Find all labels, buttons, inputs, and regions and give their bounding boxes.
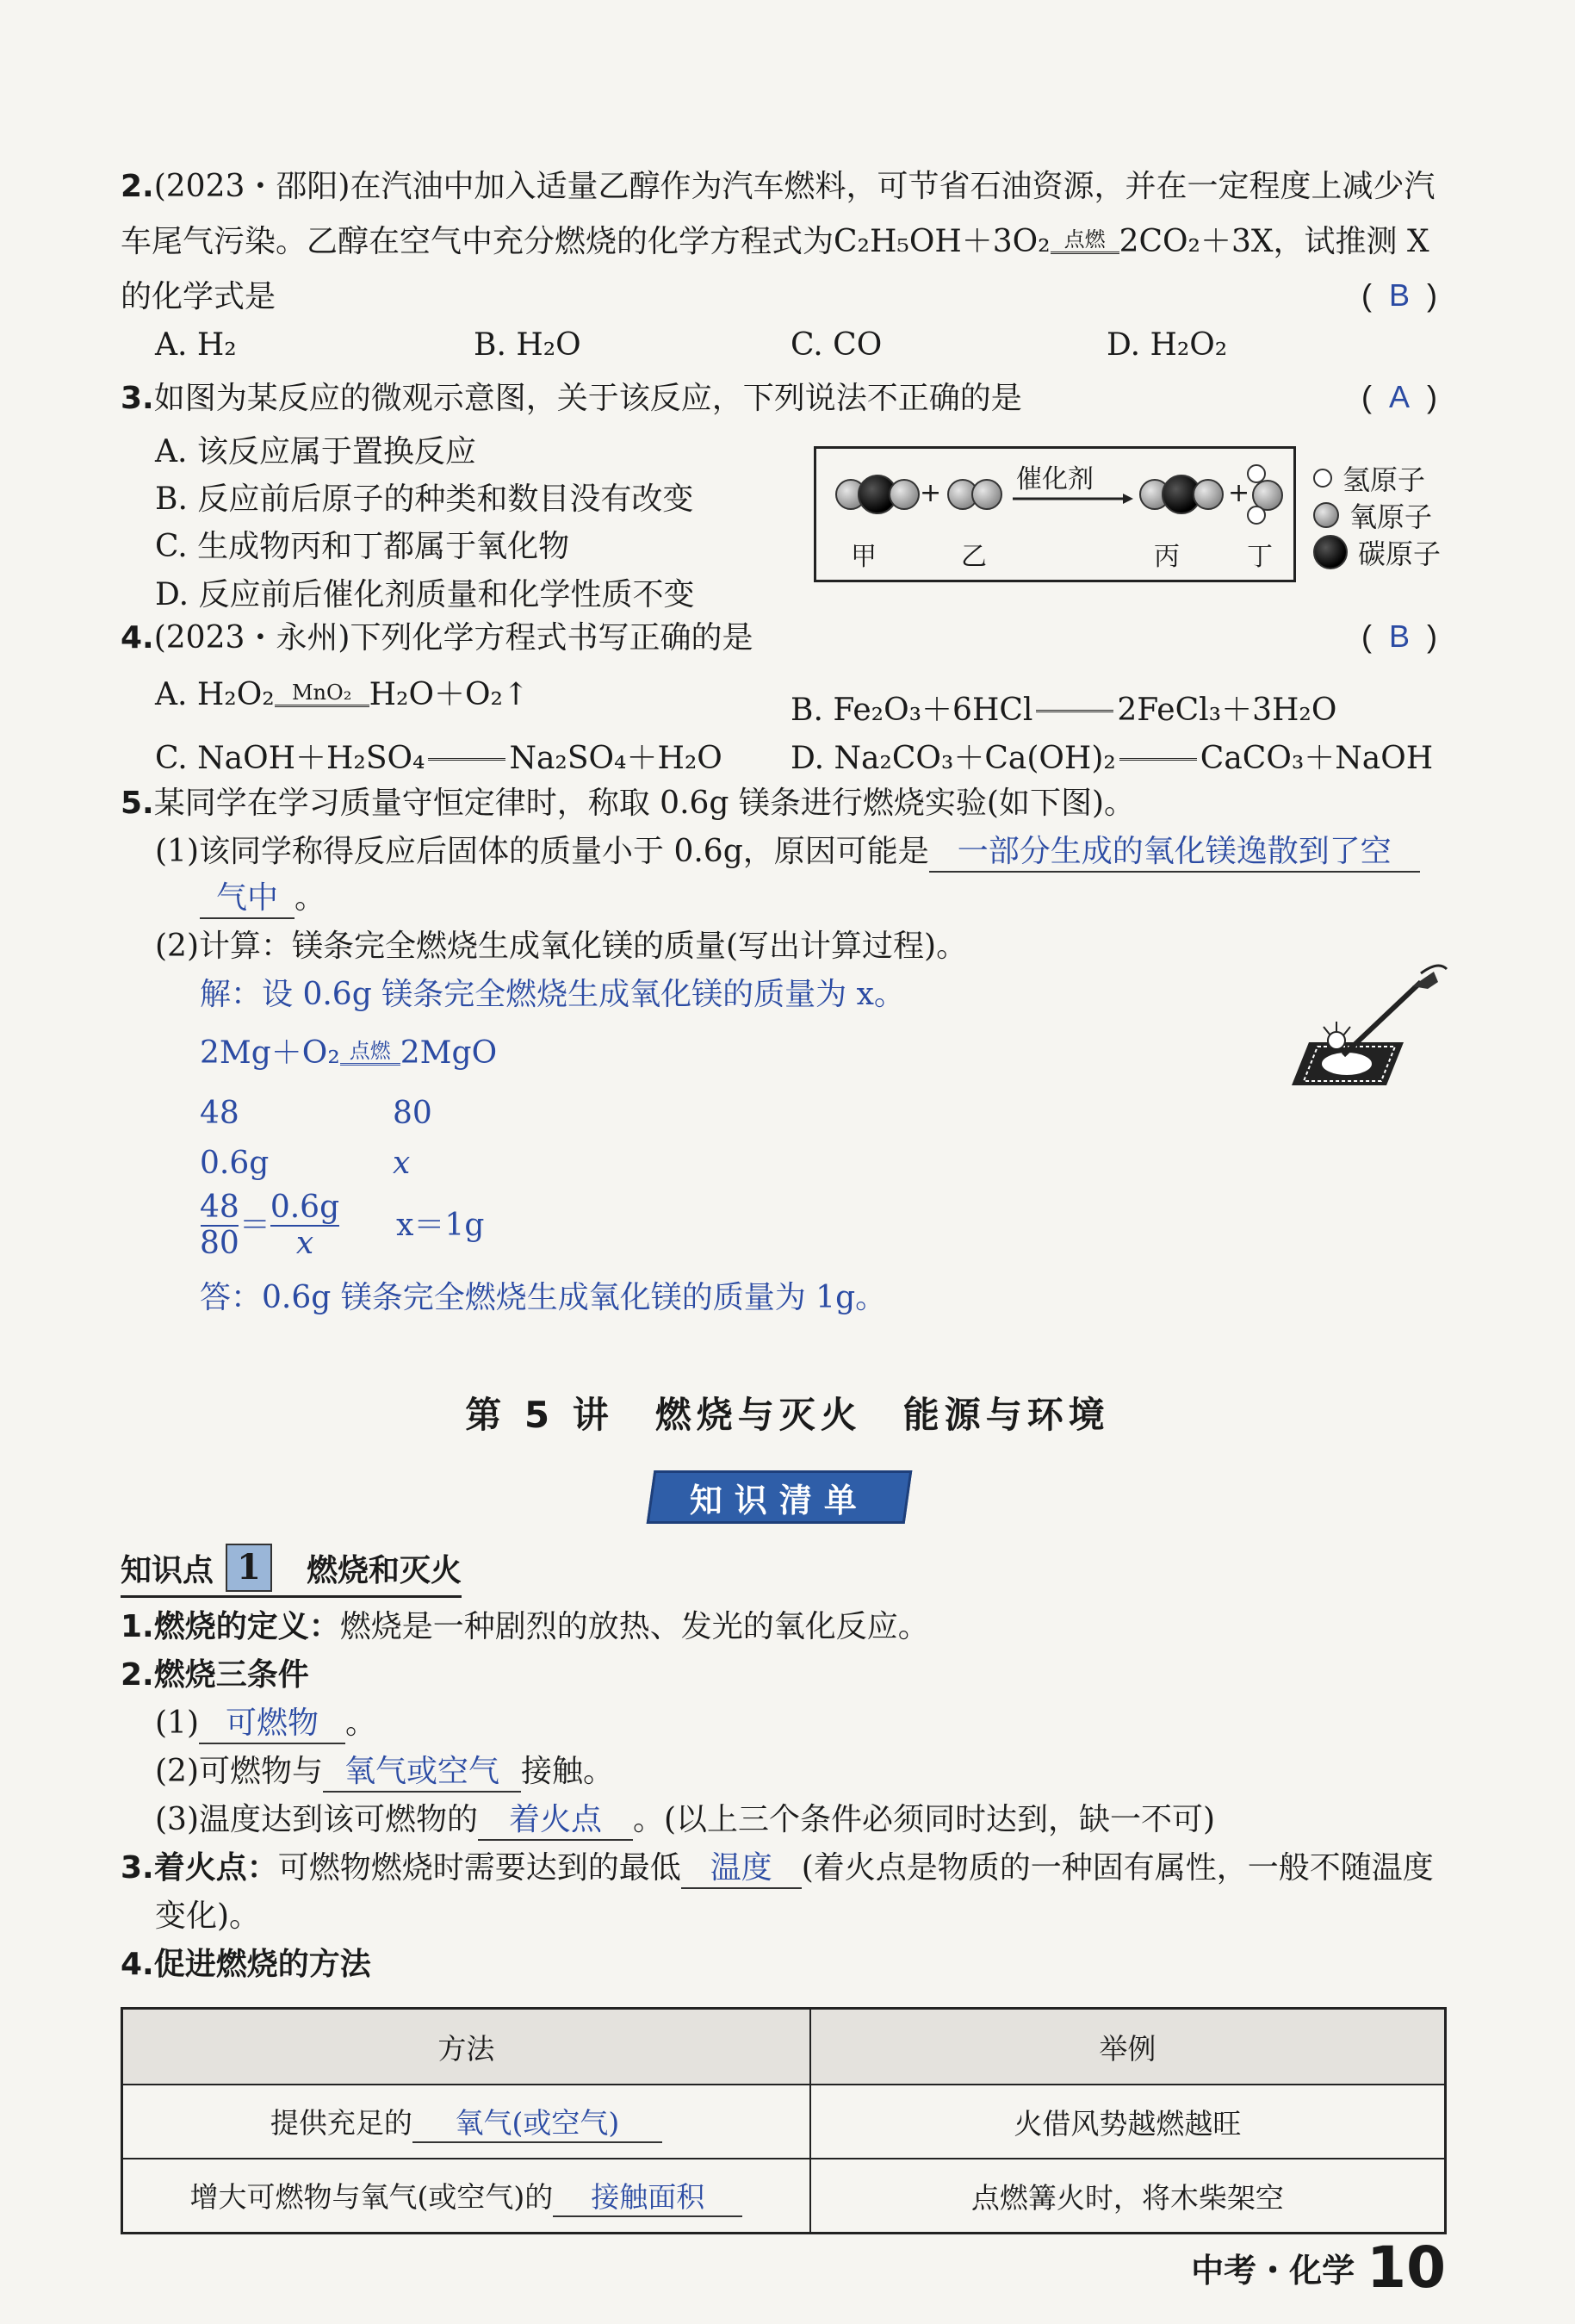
q4-option-c [155, 734, 722, 778]
q4-option-d [791, 734, 1433, 778]
k2-condition-2 [155, 1752, 614, 1793]
q2-option-b: B. H₂O [474, 327, 581, 363]
q4-option-c-right: Na₂SO₄＋H₂O [509, 741, 722, 776]
q5-given-mass: 0.6g [200, 1146, 270, 1181]
k1-number: 1. [121, 1609, 154, 1644]
q4-stem-text: (2023・永州)下列化学方程式书写正确的是 [153, 620, 753, 656]
table-cell-method [122, 2159, 810, 2234]
q2-text-line1: (2023・邵阳)在汽油中加入适量乙醇作为汽车燃料，可节省石油资源，并在一定程度上减少汽 [153, 169, 1435, 204]
k2-line [121, 1656, 309, 1694]
carbon-legend-icon [1313, 535, 1348, 569]
q2-number: 2. [121, 169, 154, 204]
q4-answer-box: ( B ) [1361, 618, 1437, 654]
q5-part2-text: (2)计算：镁条完全燃烧生成氧化镁的质量(写出计算过程)。 [155, 929, 968, 964]
k3-note: (着火点是物质的一种固有属性，一般不随温度 [801, 1850, 1434, 1886]
k2-c3-answer: 着火点 [478, 1800, 633, 1841]
q5-part1-cont [200, 879, 326, 919]
q3-option-a: A. 该反应属于置换反应 [155, 434, 476, 469]
q2-line2 [121, 222, 1429, 261]
q4-option-a-right: H₂O＋O₂↑ [369, 677, 530, 712]
q4-answer: B [1388, 618, 1410, 654]
k1-line [121, 1607, 929, 1646]
oxygen-atom [889, 479, 920, 510]
q3-number: 3. [121, 381, 154, 416]
q5-part1-answer-line1: 一部分生成的氧化镁逸散到了空 [929, 832, 1420, 873]
table-header-method: 方法 [122, 2009, 810, 2085]
reaction-diagram [814, 446, 1296, 582]
q5-part2 [155, 927, 967, 966]
q2-condition-arrow [1051, 229, 1119, 258]
lecture-title: 第 5 讲 燃烧与灭火 能源与环境 [465, 1394, 1110, 1436]
k3-text: 可燃物燃烧时需要达到的最低 [277, 1850, 681, 1886]
plus-sign: + [1228, 478, 1250, 508]
page-footer [1191, 2234, 1446, 2301]
knowledge-list-banner [647, 1470, 913, 1524]
q5-solution-intro: 解：设 0.6g 镁条完全燃烧生成氧化镁的质量为 x。 [200, 977, 905, 1012]
k2-c2-prefix: (2)可燃物与 [155, 1754, 323, 1789]
k3-line2: 变化)。 [155, 1898, 261, 1934]
oxygen-atom [1193, 479, 1224, 510]
q5-fraction-1-numerator: 48 [200, 1190, 239, 1225]
q5-conclusion: 答：0.6g 镁条完全燃烧生成氧化镁的质量为 1g。 [200, 1280, 887, 1315]
q5-number: 5. [121, 786, 154, 821]
q4-stem [121, 618, 753, 657]
k2-condition-1 [155, 1704, 376, 1744]
table-row [122, 2159, 1446, 2234]
q5-solution-equation [200, 1034, 497, 1072]
k2-c3-prefix: (3)温度达到该可燃物的 [155, 1802, 478, 1837]
k2-condition-3 [155, 1800, 1215, 1841]
banner-text: 知识清单 [689, 1481, 869, 1519]
k2-c2-end: 接触。 [521, 1754, 615, 1789]
footer-subject: 中考・化学 [1191, 2252, 1355, 2290]
q4-option-b-right: 2FeCl₃＋3H₂O [1117, 693, 1337, 728]
magnesium-burning-icon [1283, 956, 1455, 1094]
table-header-row [122, 2009, 1446, 2085]
q5-equal-sign: ＝ [239, 1208, 270, 1244]
k2-title: 燃烧三条件 [153, 1657, 309, 1693]
k2-c2-answer: 氧气或空气 [323, 1752, 521, 1793]
q2-line3 [121, 277, 276, 316]
legend-carbon-label: 碳原子 [1358, 538, 1442, 570]
q2-text-line2: 车尾气污染。乙醇在空气中充分燃烧的化学方程式为 [121, 224, 834, 259]
reaction-arrow-icon [1013, 492, 1133, 506]
legend-hydrogen [1313, 458, 1425, 498]
page-number: 10 [1367, 2234, 1446, 2301]
q5-unknown: x [393, 1146, 411, 1181]
knowledge-point-label: 知识点 [121, 1552, 214, 1588]
q5-molar-mass-mg: 48 [200, 1096, 239, 1131]
label-yi: 乙 [961, 542, 987, 572]
oxygen-legend-icon [1313, 502, 1339, 528]
method-text: 提供充足的 [270, 2105, 412, 2140]
q4-option-a-left: A. H₂O₂ [155, 677, 275, 712]
table-header-example: 举例 [810, 2009, 1446, 2085]
k4-title: 促进燃烧的方法 [153, 1947, 371, 1982]
q2-option-c: C. CO [791, 327, 883, 363]
label-bing: 丙 [1154, 542, 1180, 572]
k3-answer: 温度 [681, 1849, 802, 1889]
knowledge-point-header [121, 1544, 462, 1598]
q5-part1-text: (1)该同学称得反应后固体的质量小于 0.6g，原因可能是 [155, 834, 929, 869]
knowledge-point-number: 1 [226, 1544, 272, 1592]
k3-line [121, 1849, 1434, 1889]
q2-answer-box: ( B ) [1361, 277, 1437, 313]
q5-result: x＝1g [396, 1208, 485, 1244]
k4-line [121, 1945, 371, 1984]
q4-option-c-left: C. NaOH＋H₂SO₄ [155, 741, 425, 776]
q3-stem-text: 如图为某反应的微观示意图，关于该反应，下列说法不正确的是 [153, 381, 1022, 416]
q5-part1-end: 。 [295, 880, 326, 916]
q3-option-c: C. 生成物丙和丁都属于氧化物 [155, 529, 570, 564]
q2-condition: 点燃 [1063, 227, 1106, 252]
q2-answer: B [1388, 277, 1410, 313]
equal-sign [1036, 710, 1113, 715]
label-jia: 甲 [851, 542, 877, 572]
q5-part1-answer-line2: 气中 [200, 879, 295, 919]
equal-sign [1119, 758, 1197, 763]
table-cell-example: 点燃篝火时，将木柴架空 [810, 2159, 1446, 2234]
table-cell-method [122, 2085, 810, 2159]
oxygen-atom [971, 479, 1002, 510]
q2-line1 [121, 167, 1435, 206]
equal-sign [428, 758, 505, 763]
method-text: 增大可燃物与氧气(或空气)的 [189, 2179, 554, 2214]
k2-c1-prefix: (1) [155, 1706, 199, 1741]
q4-number: 4. [121, 620, 154, 656]
q4-option-a-condition-arrow [275, 682, 369, 711]
q5-proportion [200, 1190, 484, 1260]
q3-answer-box: ( A ) [1361, 379, 1437, 414]
k1-text: 燃烧是一种剧烈的放热、发光的氧化反应。 [339, 1609, 929, 1644]
k3-number: 3. [121, 1850, 154, 1886]
q4-option-a [155, 670, 529, 714]
q3-option-b: B. 反应前后原子的种类和数目没有改变 [155, 482, 694, 517]
q5-fraction-1 [200, 1190, 239, 1260]
q5-equation-left: 2Mg＋O₂ [200, 1035, 340, 1071]
knowledge-point-title: 燃烧和灭火 [307, 1552, 462, 1588]
q2-option-d: D. H₂O₂ [1107, 327, 1228, 363]
q5-condition: 点燃 [349, 1039, 391, 1063]
method-answer: 接触面积 [553, 2175, 742, 2217]
q2-equation-left: C₂H₅OH＋3O₂ [834, 224, 1051, 259]
q5-fraction-2 [270, 1190, 339, 1260]
method-answer: 氧气(或空气) [412, 2101, 662, 2143]
q5-stem [121, 784, 1135, 823]
q5-fraction-2-denominator: x [295, 1225, 314, 1261]
q4-option-d-right: CaCO₃＋NaOH [1200, 741, 1434, 776]
q5-fraction-1-denominator: 80 [200, 1225, 239, 1261]
k4-number: 4. [121, 1947, 154, 1982]
q4-option-a-condition: MnO₂ [291, 680, 352, 705]
q3-option-d: D. 反应前后催化剂质量和化学性质不变 [155, 577, 695, 612]
k1-title: 燃烧的定义： [153, 1609, 340, 1644]
k2-c3-end: 。(以上三个条件必须同时达到，缺一不可) [633, 1802, 1216, 1837]
legend-hydrogen-label: 氢原子 [1342, 463, 1426, 496]
k2-c1-end: 。 [345, 1706, 377, 1741]
legend-oxygen [1313, 495, 1432, 535]
q5-molar-mass-mgo: 80 [393, 1096, 432, 1131]
q5-stem-text: 某同学在学习质量守恒定律时，称取 0.6g 镁条进行燃烧实验(如下图)。 [153, 786, 1136, 821]
combustion-methods-table [121, 2007, 1447, 2234]
q2-equation-right: 2CO₂＋3X，试推测 X [1119, 224, 1429, 259]
k2-number: 2. [121, 1657, 154, 1693]
k3-title: 着火点： [153, 1850, 278, 1886]
table-row [122, 2085, 1446, 2159]
q2-text-line3: 的化学式是 [121, 279, 276, 314]
q5-part1 [155, 832, 1420, 873]
q4-option-b [791, 686, 1336, 730]
q2-option-a: A. H₂ [155, 327, 237, 363]
q4-option-d-left: D. Na₂CO₃＋Ca(OH)₂ [791, 741, 1116, 776]
hydrogen-legend-icon [1313, 469, 1332, 488]
legend-oxygen-label: 氧原子 [1349, 500, 1433, 533]
q5-equation-right: 2MgO [400, 1035, 498, 1071]
q5-condition-arrow [340, 1041, 400, 1070]
q3-answer: A [1388, 379, 1410, 414]
q5-fraction-2-numerator: 0.6g [270, 1190, 340, 1225]
q3-stem [121, 379, 1022, 418]
plus-sign: + [920, 478, 942, 508]
catalyst-label: 催化剂 [1016, 464, 1094, 494]
table-cell-example: 火借风势越燃越旺 [810, 2085, 1446, 2159]
q4-option-b-left: B. Fe₂O₃＋6HCl [791, 693, 1033, 728]
label-ding: 丁 [1247, 542, 1273, 572]
legend-carbon [1313, 532, 1441, 572]
hydrogen-atom [1247, 506, 1266, 525]
k2-c1-answer: 可燃物 [199, 1704, 345, 1744]
